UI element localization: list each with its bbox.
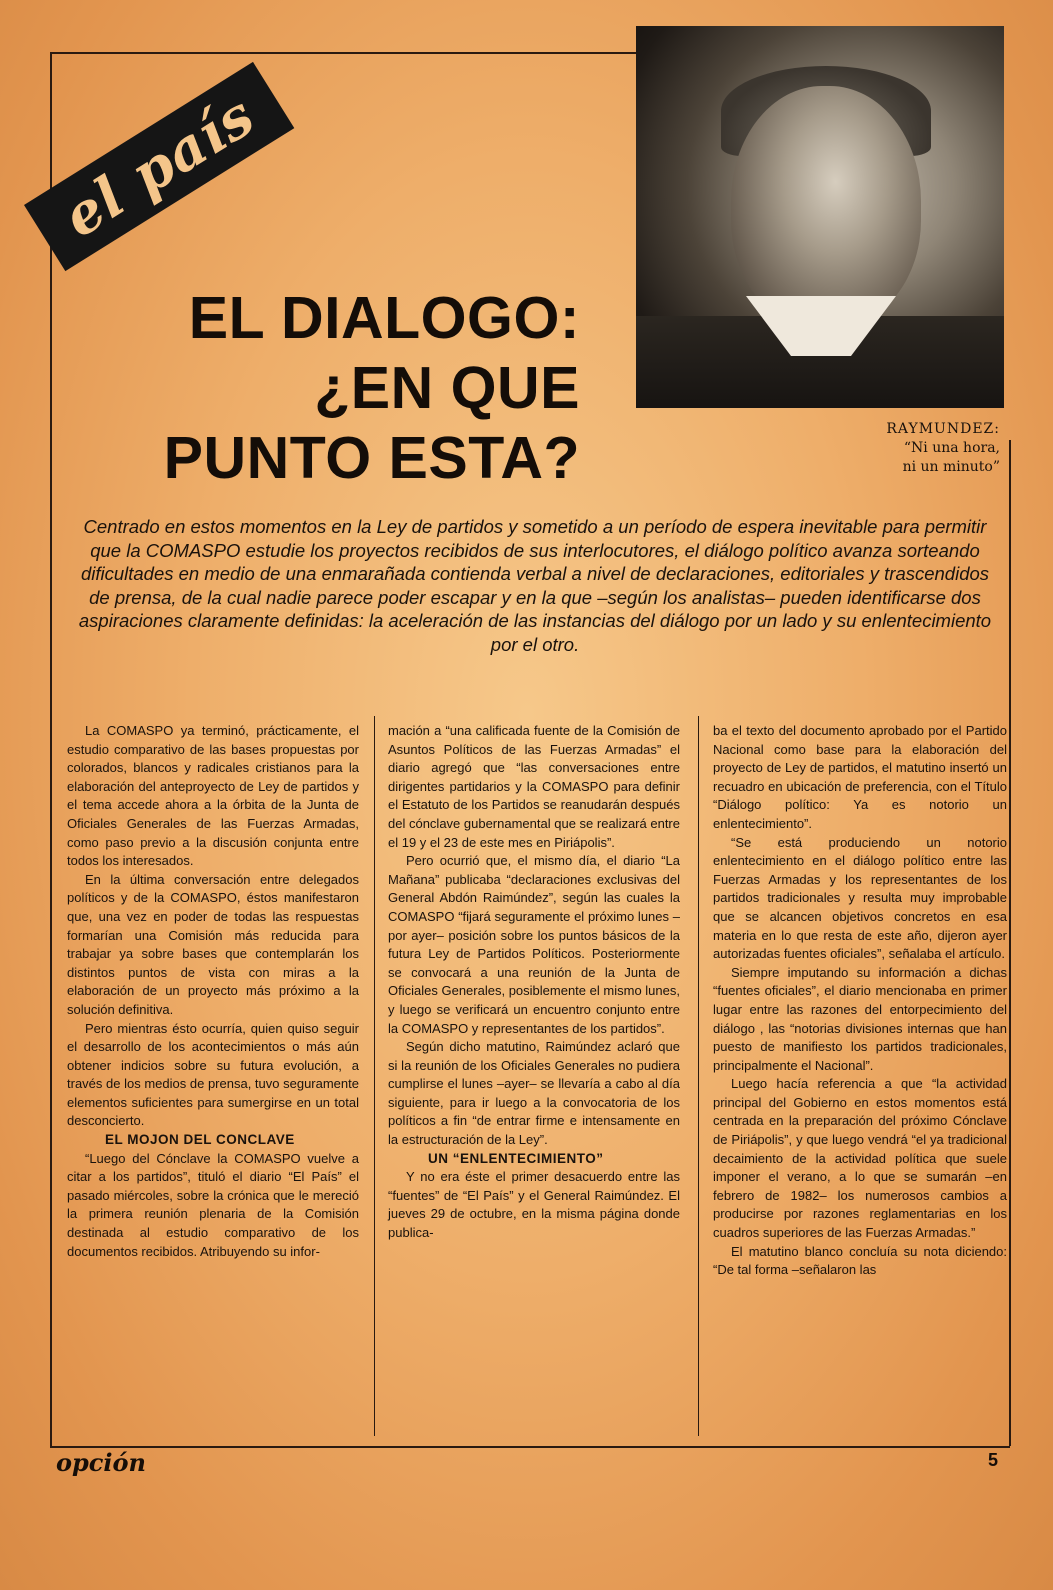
caption-quote-line-2: ni un minuto” xyxy=(902,459,1000,475)
paragraph: Pero ocurrió que, el mismo día, el diario “La Mañana” publicaba “declaraciones exclusivas del General Abdón Raimúndez”, según las cuales la COMASPO “fijará seguramente el próximo lunes –por ayer– posición sobre los puntos básicos de la futura Ley de Partidos Políticos. Posteriormente se convocará a una reunión de la Junta de Oficiales Generales, posiblemente el mismo lunes, y luego se verificará un encuentro conjunto entre la COMASPO y representantes de los partidos”. xyxy=(388,853,680,1036)
paragraph: mación a “una calificada fuente de la Comisión de Asuntos Políticos de las Fuerzas Armadas” el diario agregó que “las conversaciones entre dirigentes partidarios y la COMASPO para definir el Estatuto de los Partidos se reanudarán después del cónclave gubernamental que se realizará entre el 19 y el 23 de este mes en Piriápolis”. xyxy=(388,723,680,850)
subheading: UN “ENLENTECIMIENTO” xyxy=(428,1150,604,1166)
paragraph: “Se está produciendo un notorio enlentecimiento en el diálogo político entre las Fuerzas Armadas y los representantes de los partidos tradicionales y resulta muy improbable que se alcancen objetivos concretos en esa materia en lo que resta de este año, dijeron ayer autorizadas fuentes oficiales”, señalaba el artículo. xyxy=(713,834,1007,962)
lead-paragraph: Centrado en estos momentos en la Ley de partidos y sometido a un período de espera inevitable para permitir que la COMASPO estudie los proyectos recibidos de sus interlocutores, el diálogo político avanza sorteando dificultades en medio de una enmarañada contienda verbal a nivel de declaraciones, editoriales y trascendidos de prensa, de la cual nadie parece poder escapar y en la que –según los analistas– pueden identificarse dos aspiraciones claramente definidas: la aceleración de las instancias del diálogo por un lado y su enlentecimiento por el otro. xyxy=(78,516,992,655)
photo-caption xyxy=(820,420,1000,477)
frame-right-rule xyxy=(1009,440,1011,1446)
frame-top-rule xyxy=(50,52,640,54)
caption-name: RAYMUNDEZ: xyxy=(886,421,1000,437)
paragraph: Y no era éste el primer desacuerdo entre las “fuentes” de “El País” y el General Raimúndez. El jueves 29 de octubre, en la misma página donde publica- xyxy=(388,1169,680,1241)
portrait-photo xyxy=(636,26,1004,408)
magazine-logo: opción xyxy=(56,1448,146,1477)
paragraph: En la última conversación entre delegados políticos y de la COMASPO, éstos manifestaron que, una vez en poder de todas las respuestas formarían una Comisión más reducida para trabajar ya sobre bases que contemplarán los distintos puntos de vista con miras a la elaboración de un proyecto más próximo a la solución definitiva. xyxy=(67,871,359,1017)
article-column-2 xyxy=(388,722,680,1243)
paragraph: El matutino blanco concluía su nota diciendo: “De tal forma –señalaron las xyxy=(713,1243,1007,1278)
headline-line-2: ¿EN QUE xyxy=(314,355,580,421)
page-title xyxy=(150,283,580,493)
paragraph: Pero mientras ésto ocurría, quien quiso seguir el desarrollo de los acontecimientos o más aún obtener indicios sobre su futura evolución, a través de los medios de prensa, tuvo seguramente elementos suficientes para sumergirse en un total desconcierto. xyxy=(67,1020,359,1129)
headline-line-3: PUNTO ESTA? xyxy=(163,425,580,491)
column-divider xyxy=(698,716,699,1436)
subheading: EL MOJON DEL CONCLAVE xyxy=(105,1132,295,1148)
section-label: el país xyxy=(51,82,267,251)
paragraph: Siempre imputando su información a dichas “fuentes oficiales”, el diario mencionaba en primer lugar entre las razones del entorpecimiento del diálogo , las “notorias divisiones internas que han puesto de manifiesto los partidos tradicionales, principalmente el Nacional”. xyxy=(713,964,1007,1073)
article-column-3 xyxy=(713,722,1007,1280)
article-column-1 xyxy=(67,722,359,1261)
frame-left-rule xyxy=(50,52,52,1447)
page-number: 5 xyxy=(988,1450,999,1470)
photo-head xyxy=(731,86,921,326)
headline-line-1: EL DIALOGO: xyxy=(188,285,580,351)
column-divider xyxy=(374,716,375,1436)
caption-quote-line-1: “Ni una hora, xyxy=(903,440,1000,456)
paragraph: ba el texto del documento aprobado por el Partido Nacional como base para la elaboración del proyecto de Ley de partidos, el matutino insertó un recuadro en ubicación de preferencia, con el Título “Diálogo político: Ya es notorio un enlentecimiento”. xyxy=(713,723,1007,831)
section-banner xyxy=(24,62,294,271)
frame-bottom-rule xyxy=(50,1446,1010,1448)
paragraph: La COMASPO ya terminó, prácticamente, el estudio comparativo de las bases propuestas por colorados, blancos y radicales cristianos para la elaboración del anteproyecto de Ley de partidos y el tema accede ahora a la órbita de la Junta de Oficiales Generales de las Fuerzas Armadas, como paso previo a la discusión conjunta entre todos los interesados. xyxy=(67,723,359,869)
paragraph: “Luego del Cónclave la COMASPO vuelve a citar a los partidos”, tituló el diario “El País” el pasado miércoles, sobre la crónica que le mereció la primera reunión plenaria de la Comisión destinada al estudio comparativo de los documentos recibidos. Atribuyendo su infor- xyxy=(67,1150,359,1259)
paragraph: Según dicho matutino, Raimúndez aclaró que si la reunión de los Oficiales Generales no pudiera cumplirse el lunes –ayer– se llevaría a cabo al día siguiente, para ir luego a la convocatoria de los políticos a fin “de entrar firme e intensamente en la estructuración de la Ley”. xyxy=(388,1039,680,1148)
paragraph: Luego hacía referencia a que “la actividad principal del Gobierno en estos momentos está centrada en la preparación del próximo Cónclave de Piriápolis”, y que luego vendrá “el ya tradicional decaimiento de la actividad política que suele imponer el verano, a lo que se sumarán –en febrero de 1982– los numerosos cambios a producirse por razones reglamentarias en los cuadros superiores de las Fuerzas Armadas.” xyxy=(713,1076,1007,1241)
